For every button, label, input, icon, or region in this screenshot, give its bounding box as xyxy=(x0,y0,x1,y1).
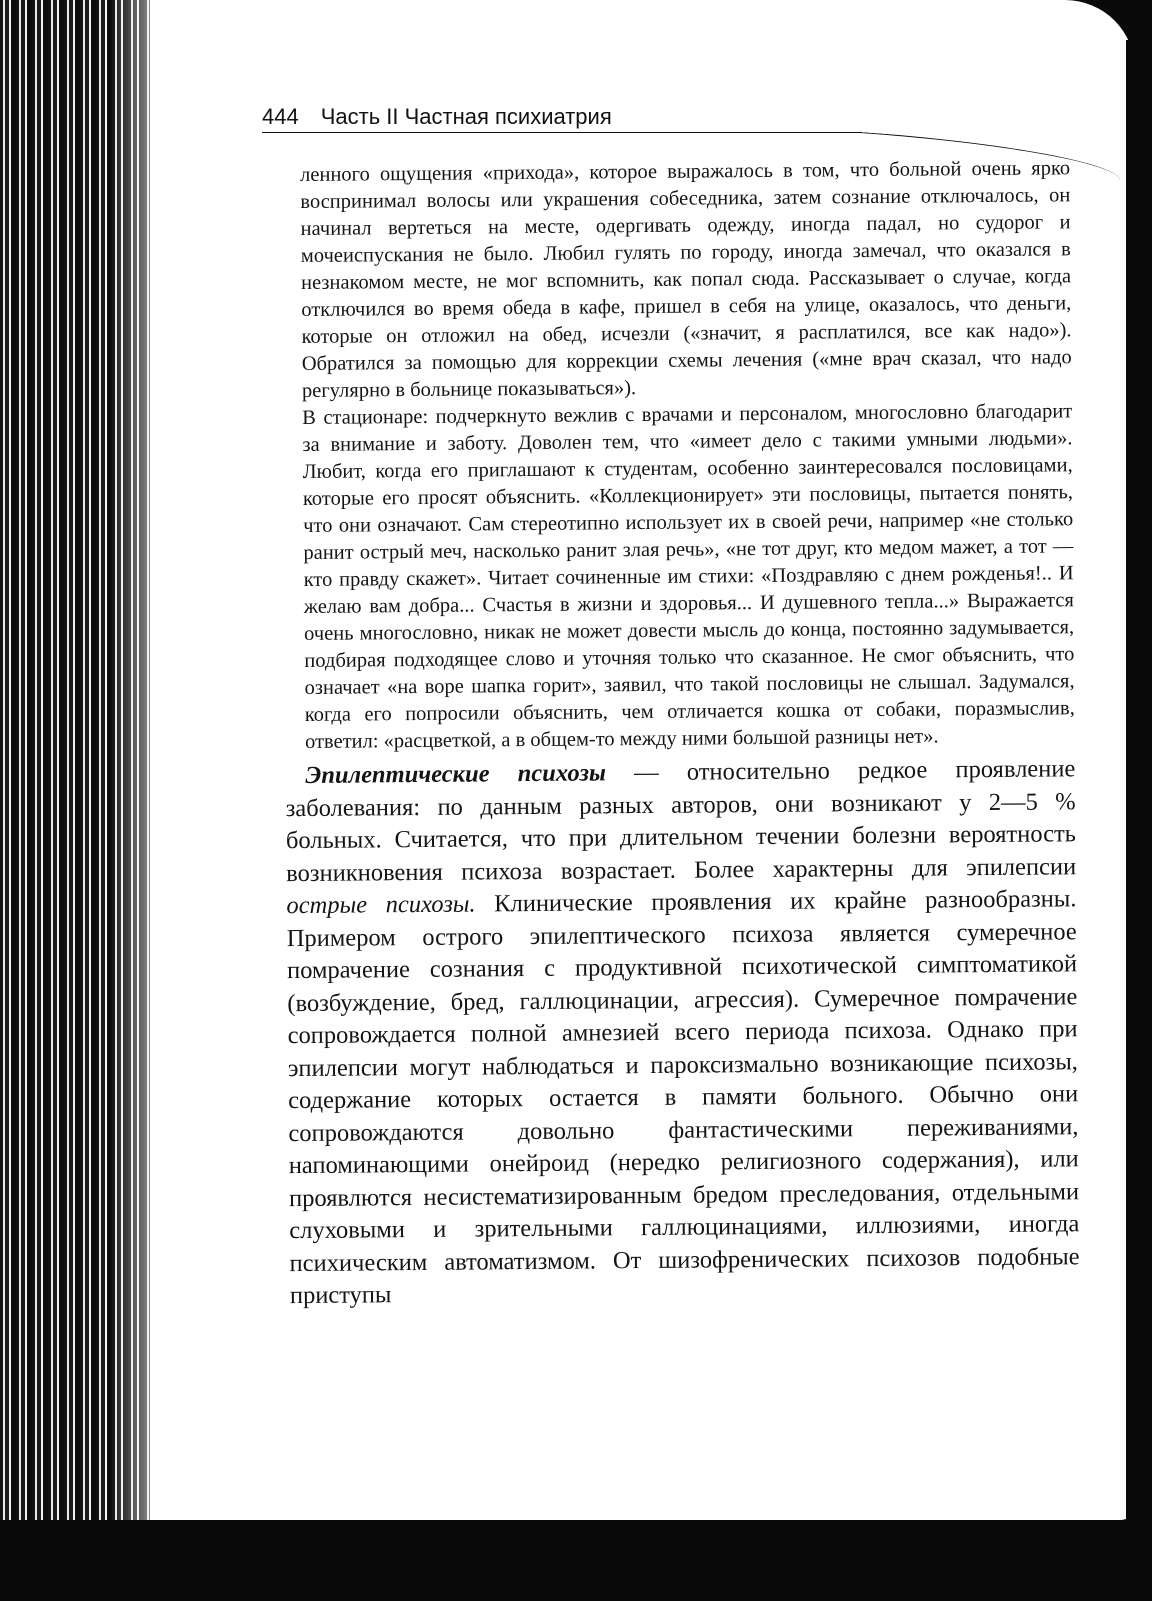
main-paragraph xyxy=(285,753,1080,1312)
body-text xyxy=(285,155,1080,1312)
case-paragraph-2: В стационаре: подчеркнуто вежлив с врачами и персоналом, многословно благодарит за внимание и заботу. Доволен тем, что «имеет дело с такими умными людьми». Любит, когда его приглашают к студентам, особенно заинтересовался пословицами, которые его просят объяснить. «Коллекционирует» эти пословицы, пытается понять, что они означают. Сам стереотипно использует их в своей речи, например «не столько ранит острый меч, насколько ранит злая речь», «не тот друг, кто медом мажет, а тот — кто правду скажет». Читает сочиненные им стихи: «Поздравляю с днем рожденья!.. И желаю вам добра... Счастья в жизни и здоровья... И душевного тепла...» Выражается очень многословно, никак не может довести мысль до конца, постоянно задумывается, подбирая подходящее слово и уточняя только что сказанное. Не смог объяснить, что означает «на воре шапка горит», заявил, что такой пословицы не слышал. Задумался, когда его попросили объяснить, чем отличается кошка от собаки, поразмыслив, ответил: «расцветкой, а в общем-то между ними большой разницы нет». xyxy=(302,400,1075,753)
main-text-1: — относительно редкое проявление заболевания: по данным разных авторов, они возникают у 2—5 % больных. Считается, что при длительном течении болезни вероятность возникновения психоза возрастает. Более характерны для эпилепсии xyxy=(285,755,1077,887)
running-title: Часть II Частная психиатрия xyxy=(320,104,612,129)
main-text-2: Клинические проявления их крайне разнообразны. Примером острого эпилептического психоза является сумеречное помрачение сознания с продуктивной психотической симптоматикой (возбуждение, бред, галлюцинации, агрессия). Сумеречное помрачение сопровождается полной амнезией всего периода психоза. Однако при эпилепсии могут наблюдаться и пароксизмально возникающие психозы, содержание которых остается в памяти больного. Обычно они сопровождаются довольно фантастическими переживаниями, напоминающими онейроид (нередко религиозного содержания), или проявлются несистематизированным бредом преследования, отдельными слуховыми и зрительными галлюцинациями, иллюзиями, иногда психическим автоматизмом. От шизофренических психозов подобные приступы xyxy=(286,885,1080,1310)
case-paragraph-1: ленного ощущения «прихода», которое выражалось в том, что больной очень ярко воспринимал волосы или украшения собеседника, затем сознание отключалось, он начинал вертеться на месте, одергивать одежду, иногда падал, но судорог и мочеиспускания не было. Любил гулять по городу, иногда замечал, что оказался в незнакомом месте, не мог вспомнить, как попал сюда. Рассказывает о случае, когда отключился во время обеда в кафе, пришел в себя на улице, оказалось, что деньги, которые он отложил на обед, исчезли («значит, я расплатился, все как надо»). Обратился за помощью для коррекции схемы лечения («мне врач сказал, что надо регулярно в больнице показываться»). xyxy=(300,157,1072,402)
page-number: 444 xyxy=(262,104,299,129)
right-page-edge xyxy=(1126,40,1152,1540)
running-header xyxy=(262,104,1122,144)
bottom-scan-border xyxy=(0,1520,1152,1601)
term-acute-psychoses: острые психозы. xyxy=(286,890,476,920)
header-rule xyxy=(262,132,862,133)
page-gutter-shadow xyxy=(110,0,180,1601)
term-epileptic-psychoses: Эпилептические психозы xyxy=(305,759,607,789)
